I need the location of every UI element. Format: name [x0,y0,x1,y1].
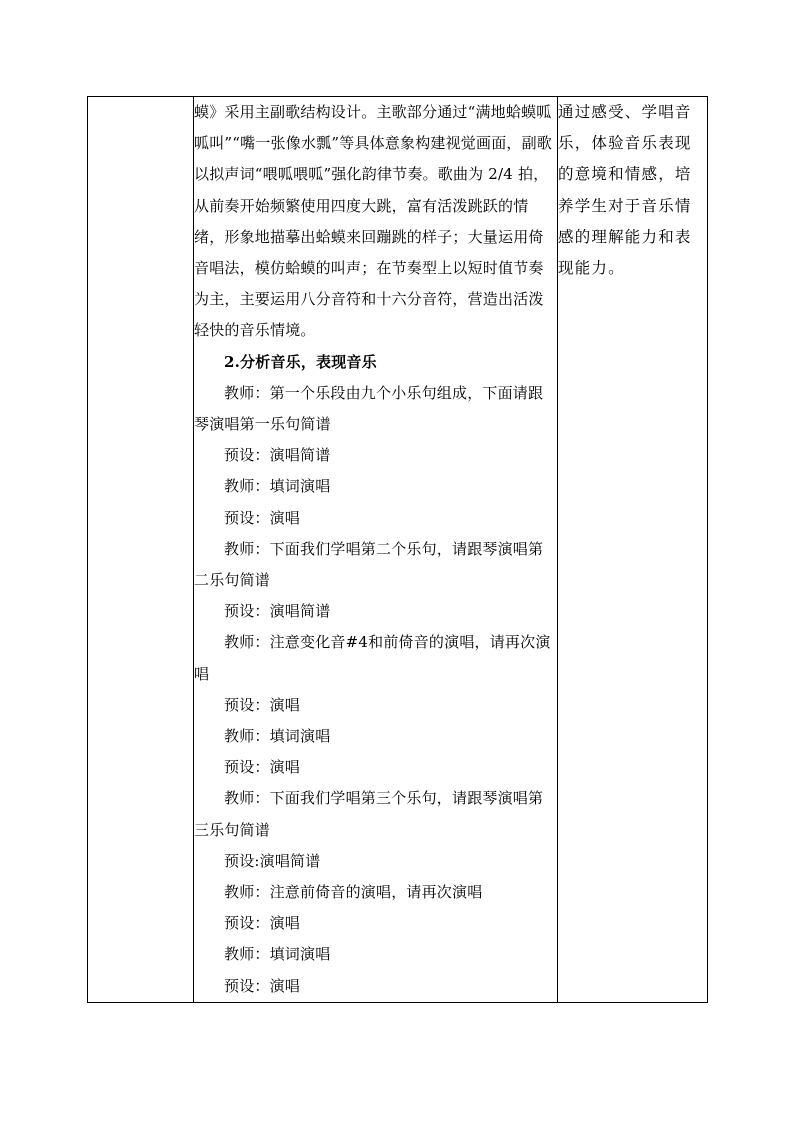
dialogue-line: 教师：填词演唱 [224,477,331,496]
dialogue-line: 教师：注意变化音#4和前倚音的演唱，请再次演唱 [194,633,551,683]
dialogue-line: 预设：演唱 [224,695,301,714]
dialogue-line: 预设：演唱简谱 [224,446,331,465]
dialogue-line: 教师：注意前倚音的演唱，请再次演唱 [224,883,483,902]
table-row [88,97,708,1003]
lesson-plan-table [87,96,708,1003]
teaching-process-cell [194,97,558,1003]
dialogue-line: 教师：第一个乐段由九个小乐句组成，下面请跟琴演唱第一乐句简谱 [194,383,544,434]
dialogue-line: 预设:演唱简谱 [224,851,321,870]
intro-paragraph: 蟆》采用主副歌结构设计。主歌部分通过“满地蛤蟆呱呱叫”“嘴一张像水瓢”等具体意象构建视觉画面，副歌以拟声词“喂呱喂呱”强化韵律节奏。歌曲为 2/4 拍，从前奏开始频繁使用四度大跳，富有活泼跳跃的情绪，形象地描摹出蛤蟆来回蹦跳的样子；大量运用倚音唱法，模仿蛤蟆的叫声；在节奏型上以短时值节奏为主，主要运用八分音符和十六分音符，营造出活泼轻快的音乐情境。 [194,103,553,340]
design-intent-cell [558,97,708,1003]
dialogue-line: 教师：填词演唱 [224,727,331,746]
section-heading: 2.分析音乐，表现音乐 [224,352,377,371]
dialogue-line: 预设：演唱 [224,508,301,527]
dialogue-line: 教师：填词演唱 [224,945,331,964]
dialogue-line: 教师：下面我们学唱第三个乐句，请跟琴演唱第三乐句简谱 [194,789,544,839]
empty-left-cell [88,97,194,1003]
dialogue-line: 预设：演唱 [224,758,301,777]
design-intent-text: 通过感受、学唱音乐，体验音乐表现的意境和情感，培养学生对于音乐情感的理解能力和表现能力。 [558,103,692,278]
dialogue-line: 教师：下面我们学唱第二个乐句，请跟琴演唱第二乐句简谱 [194,539,544,590]
dialogue-line: 预设：演唱 [224,914,301,933]
dialogue-line: 预设：演唱简谱 [224,602,331,621]
dialogue-line: 预设：演唱 [224,976,301,995]
